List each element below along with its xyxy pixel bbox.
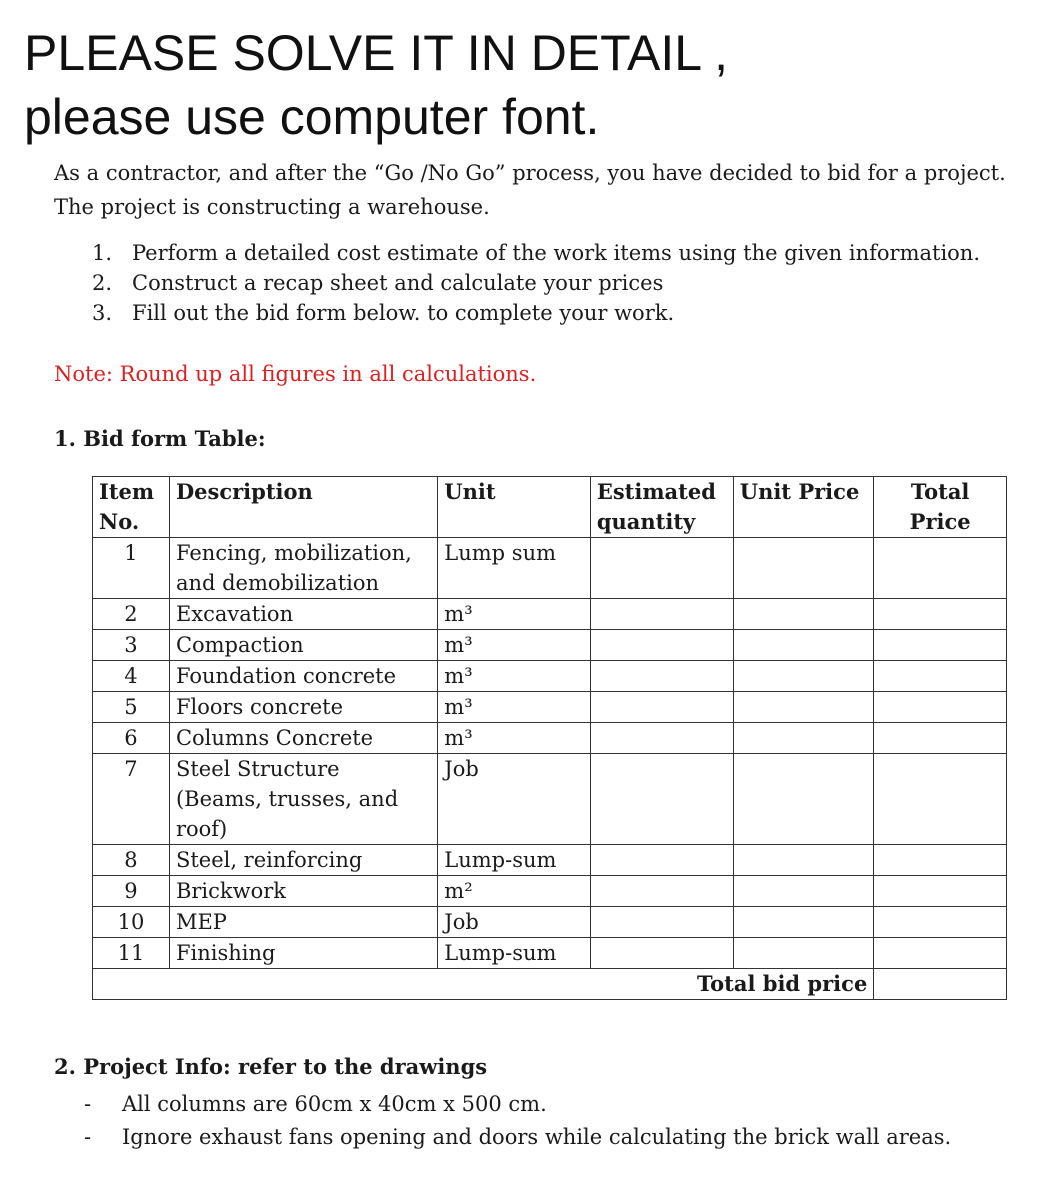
intro-line: The project is constructing a warehouse.: [54, 195, 490, 219]
total-row: [93, 969, 1007, 1000]
request-heading-line1: PLEASE SOLVE IT IN DETAIL ,: [24, 25, 728, 81]
task-item: 1. Perform a detailed cost estimate of the work items using the given information.: [92, 241, 980, 265]
intro-line: As a contractor, and after the “Go /No Go” process, you have decided to bid for a project.: [54, 161, 1006, 185]
header-estimated-quantity: Estimated quantity: [590, 477, 733, 538]
header-total-price: Total Price: [874, 477, 1007, 538]
request-heading-line2: please use computer font.: [24, 89, 600, 145]
intro-paragraph: [54, 156, 1024, 224]
list-item: - All columns are 60cm x 40cm x 500 cm.: [84, 1092, 547, 1116]
table-row: 6 Columns Concrete m³: [93, 723, 1007, 754]
project-info-list: [84, 1088, 951, 1154]
table-row: 3 Compaction m³: [93, 630, 1007, 661]
table-row: 10 MEP Job: [93, 907, 1007, 938]
table-row: 5 Floors concrete m³: [93, 692, 1007, 723]
table-row: 4 Foundation concrete m³: [93, 661, 1007, 692]
bid-form-heading: 1. Bid form Table:: [54, 426, 266, 451]
task-item: 2. Construct a recap sheet and calculate your prices: [92, 271, 664, 295]
total-bid-price-label: Total bid price: [93, 969, 874, 1000]
table-row: 2 Excavation m³: [93, 599, 1007, 630]
header-unit: Unit: [438, 477, 591, 538]
table-header-row: [93, 477, 1007, 538]
task-item: 3. Fill out the bid form below. to complete your work.: [92, 301, 675, 325]
header-item-no: Item No.: [93, 477, 170, 538]
task-list: [92, 238, 980, 328]
bid-form-table: [92, 476, 1007, 1000]
table-row: 8 Steel, reinforcing Lump-sum: [93, 845, 1007, 876]
table-row: 1 Fencing, mobilization, and demobilization Lump sum: [93, 538, 1007, 599]
table-row: 7 Steel Structure (Beams, trusses, and roof) Job: [93, 754, 1007, 845]
table-row: 9 Brickwork m²: [93, 876, 1007, 907]
project-info-heading: 2. Project Info: refer to the drawings: [54, 1054, 488, 1079]
rounding-note: Note: Round up all figures in all calculations.: [54, 362, 537, 386]
header-unit-price: Unit Price: [733, 477, 874, 538]
header-description: Description: [169, 477, 437, 538]
table-row: 11 Finishing Lump-sum: [93, 938, 1007, 969]
list-item: - Ignore exhaust fans opening and doors while calculating the brick wall areas.: [84, 1125, 952, 1149]
total-bid-price-cell: [874, 969, 1007, 1000]
